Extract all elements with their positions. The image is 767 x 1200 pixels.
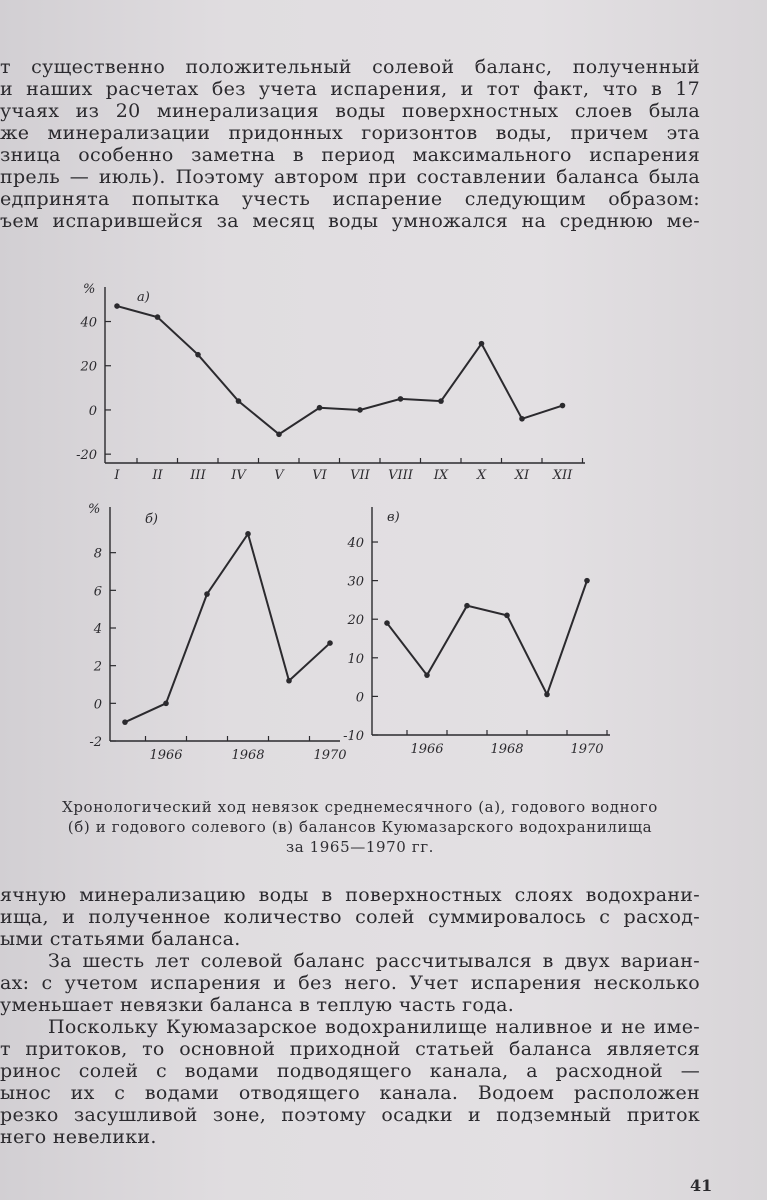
data-point <box>155 314 161 320</box>
x-tick-label: 1968 <box>231 748 265 763</box>
data-point <box>384 620 390 626</box>
x-tick-label: 1968 <box>490 742 524 757</box>
text-line: едпринята попытка учесть испарение следующим образом: <box>0 188 700 210</box>
page-number: 41 <box>690 1176 713 1195</box>
panel-label: а) <box>137 290 150 305</box>
text-line: Поскольку Куюмазарское водохранилище наливное и не име- <box>48 1016 700 1038</box>
x-tick-label: 1966 <box>149 748 183 763</box>
data-point <box>163 701 169 707</box>
text-line: же минерализации придонных горизонтов воды, причем эта <box>0 122 700 144</box>
data-point <box>122 719 128 725</box>
data-point <box>286 678 292 684</box>
text-line: т существенно положительный солевой баланс, полученный <box>0 56 700 78</box>
series-line <box>387 581 587 695</box>
panel-label: б) <box>145 512 159 527</box>
data-point <box>438 398 444 404</box>
x-tick-label: IV <box>231 468 246 483</box>
x-tick-label: VII <box>350 468 370 483</box>
y-tick-label: 8 <box>93 546 102 562</box>
y-tick-label: 2 <box>93 659 102 675</box>
data-point <box>479 341 485 347</box>
text-line: За шесть лет солевой баланс рассчитывался в двух вариан- <box>48 950 700 972</box>
y-tick-label: 0 <box>88 403 97 419</box>
text-line: ища, и полученное количество солей суммировалось с расход- <box>0 906 700 928</box>
data-point <box>519 416 525 422</box>
x-tick-label: X <box>476 468 487 483</box>
x-tick-label: XI <box>514 468 530 483</box>
y-tick-label: 0 <box>93 697 102 713</box>
text-line: ъем испарившейся за месяц воды умножался на среднюю ме- <box>0 210 700 232</box>
data-point <box>584 578 590 584</box>
data-point <box>114 303 120 309</box>
top-paragraph <box>0 56 700 232</box>
data-point <box>544 692 550 698</box>
x-tick-label: XII <box>552 468 573 483</box>
y-tick-label: 0 <box>355 690 364 706</box>
x-tick-label: IX <box>433 468 449 483</box>
x-tick-label: III <box>190 468 206 483</box>
text-line: ринос солей с водами подводящего канала, а расходной — <box>0 1060 700 1082</box>
x-tick-label: II <box>152 468 163 483</box>
chart-annual-salt-residuals <box>330 495 620 770</box>
text-line: ынос их с водами отводящего канала. Водоем расположен <box>0 1082 700 1104</box>
y-unit-label: % <box>88 502 101 517</box>
text-line: резко засушливой зоне, поэтому осадки и подземный приток <box>0 1104 700 1126</box>
data-point <box>560 403 566 409</box>
text-line: уменьшает невязки баланса в теплую часть года. <box>0 994 515 1016</box>
series-line <box>117 306 563 434</box>
x-tick-label: 1970 <box>570 742 604 757</box>
y-tick-label: -10 <box>343 729 364 744</box>
x-tick-label: VI <box>312 468 327 483</box>
text-line: т притоков, то основной приходной статьей баланса является <box>0 1038 700 1060</box>
data-point <box>357 407 363 413</box>
data-point <box>317 405 323 411</box>
y-tick-label: 20 <box>80 359 97 375</box>
x-tick-label: I <box>114 468 120 483</box>
data-point <box>398 396 404 402</box>
data-point <box>464 603 470 609</box>
x-tick-label: V <box>274 468 284 483</box>
bottom-paragraph <box>0 884 700 1148</box>
chart-annual-water-residuals <box>60 495 350 770</box>
text-line: ячную минерализацию воды в поверхностных слоях водохрани- <box>0 884 700 906</box>
series-line <box>125 534 330 722</box>
data-point <box>245 531 251 537</box>
text-line: прель — июль). Поэтому автором при составлении баланса была <box>0 166 700 188</box>
text-line: него невелики. <box>0 1126 157 1148</box>
x-tick-label: 1970 <box>313 748 347 763</box>
y-tick-label: 6 <box>93 584 102 600</box>
y-tick-label: 30 <box>347 574 364 590</box>
y-tick-label: -20 <box>76 448 97 464</box>
y-tick-label: 40 <box>347 536 364 552</box>
chart-monthly-residuals <box>55 283 595 483</box>
data-point <box>504 613 510 619</box>
x-tick-label: VIII <box>388 468 413 483</box>
data-point <box>276 431 282 437</box>
text-line: ыми статьями баланса. <box>0 928 241 950</box>
data-point <box>424 672 430 678</box>
y-unit-label: % <box>83 283 96 297</box>
data-point <box>195 352 201 358</box>
data-point <box>204 591 210 597</box>
y-tick-label: -2 <box>89 735 102 750</box>
data-point <box>236 398 242 404</box>
y-tick-label: 4 <box>93 622 102 637</box>
x-tick-label: 1966 <box>410 742 444 757</box>
text-line: учаях из 20 минерализация воды поверхностных слоев была <box>0 100 700 122</box>
panel-label: в) <box>387 510 400 525</box>
y-tick-label: 20 <box>347 613 364 629</box>
text-line: и наших расчетах без учета испарения, и тот факт, что в 17 <box>0 78 700 100</box>
text-line: зница особенно заметна в период максимального испарения <box>0 144 700 166</box>
y-tick-label: 40 <box>80 315 97 331</box>
text-line: ах: с учетом испарения и без него. Учет испарения несколько <box>0 972 700 994</box>
figure-caption: Хронологический ход невязок среднемесячного (а), годового водного (б) и годового солевого (в) балансов Куюмазарского водохранилища за 1965—1970 гг. <box>62 798 658 856</box>
y-tick-label: 10 <box>347 651 364 667</box>
